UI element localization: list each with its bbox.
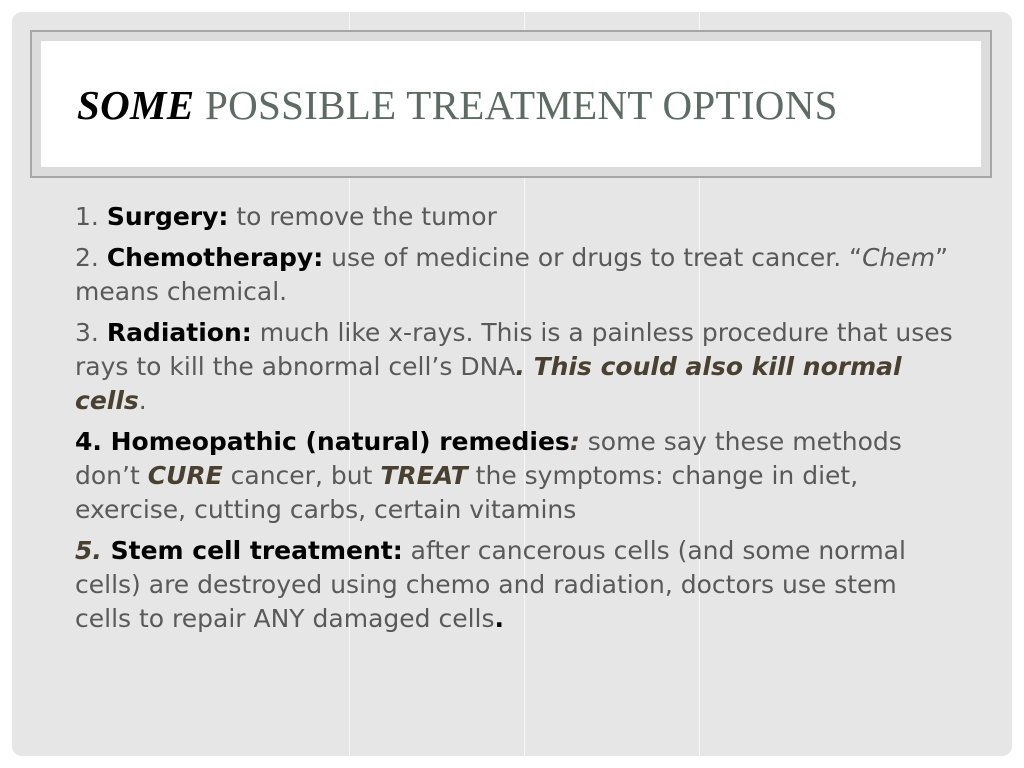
title-rest: POSSIBLE TREATMENT OPTIONS [194, 82, 838, 128]
list-item-surgery [75, 200, 955, 234]
item-text: use of medicine or drugs to treat cancer. “ [323, 243, 863, 272]
list-item-stem-cell [75, 534, 955, 636]
item-text: some say these methods don’t [75, 427, 902, 490]
item-number: 3. [75, 318, 107, 347]
title-frame [30, 30, 992, 178]
item-italic: Chem [862, 243, 936, 272]
slide [12, 12, 1012, 756]
item-text: after cancerous cells (and some normal cells) are destroyed using chemo and radiation, doctors use stem cells to repair ANY damaged cells [75, 536, 906, 633]
item-label: Radiation: [106, 318, 252, 347]
item-label: Chemotherapy: [106, 243, 324, 272]
item-label: Stem cell treatment: [101, 536, 403, 565]
item-text: the symptoms: change in diet, exercise, cutting carbs, certain vitamins [75, 461, 859, 524]
item-emphasis: . This could also kill normal cells [75, 352, 902, 415]
item-tail: . [138, 386, 147, 415]
item-label: Surgery: [106, 202, 229, 231]
item-number: 5. [75, 536, 102, 565]
item-colon: : [569, 427, 580, 456]
item-text: much like x-rays. This is a painless procedure that uses rays to kill the abnormal cell’s DNA [75, 318, 953, 381]
list-item-homeopathic [75, 425, 955, 527]
title-emphasis: SOME [77, 82, 195, 128]
item-emphasis-treat: TREAT [380, 461, 468, 490]
title-box [41, 41, 981, 167]
item-text: ” means chemical. [75, 243, 949, 306]
treatment-list [75, 200, 955, 643]
item-number: 1. [75, 202, 107, 231]
item-tail: . [494, 604, 504, 633]
item-emphasis-cure: CURE [147, 461, 223, 490]
item-label: 4. Homeopathic (natural) remedies [75, 427, 570, 456]
item-text: cancer, but [222, 461, 381, 490]
list-item-chemotherapy [75, 241, 955, 309]
item-text: to remove the tumor [228, 202, 497, 231]
item-number: 2. [75, 243, 107, 272]
slide-title [77, 81, 838, 129]
list-item-radiation [75, 316, 955, 418]
